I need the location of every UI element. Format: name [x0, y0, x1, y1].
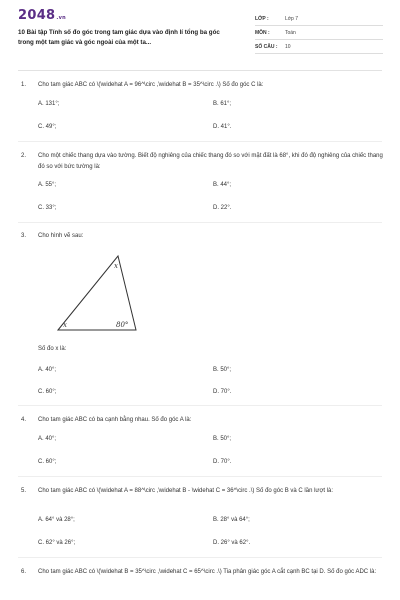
question-divider	[18, 222, 382, 223]
option-d[interactable]: D. 70°.	[213, 459, 232, 465]
option-a[interactable]: A. 131°;	[38, 101, 60, 107]
option-c[interactable]: C. 49°;	[38, 124, 57, 130]
meta-subject-row	[255, 29, 383, 40]
logo-text: 2048	[18, 8, 56, 23]
option-d[interactable]: D. 26° và 62°.	[213, 540, 251, 546]
option-a[interactable]: A. 64° và 28°;	[38, 517, 75, 523]
angle-label-right: 80°	[116, 321, 129, 329]
question-subtext: Số đo x là:	[38, 346, 67, 352]
angle-label-left: x	[63, 321, 67, 329]
angle-label-top: x	[114, 262, 118, 270]
option-b[interactable]: B. 61°;	[213, 101, 232, 107]
question-number: 6.	[21, 569, 27, 575]
question-number: 3.	[21, 233, 27, 239]
option-a[interactable]: A. 40°;	[38, 436, 57, 442]
question-number: 4.	[21, 417, 27, 423]
document-header	[0, 0, 400, 64]
header-divider	[18, 70, 382, 71]
triangle-figure	[54, 254, 144, 334]
option-c[interactable]: C. 60°;	[38, 459, 57, 465]
option-a[interactable]: A. 55°;	[38, 182, 57, 188]
site-logo[interactable]	[18, 8, 66, 23]
question-text: Cho hình vẽ sau:	[38, 233, 84, 239]
option-d[interactable]: D. 41°.	[213, 124, 232, 130]
question-divider	[18, 405, 382, 406]
question-text: Cho tam giác ABC có \(\widehat A = 96^\circ ,\widehat B = 35^\circ .\) Số đo góc C là:	[38, 82, 264, 88]
option-d[interactable]: D. 22°.	[213, 205, 232, 211]
option-d[interactable]: D. 70°.	[213, 389, 232, 395]
meta-class-value: Lớp 7	[285, 16, 299, 22]
meta-class-row	[255, 15, 383, 26]
question-text: Cho một chiếc thang dựa vào tường. Biết độ nghiêng của chiếc thang đó so với mặt đất là 68°, khi đó độ nghiêng của chiếc thang đó so với bức tường là:	[38, 153, 383, 170]
meta-count-value: 10	[285, 44, 291, 50]
question-divider	[18, 476, 382, 477]
option-c[interactable]: C. 33°;	[38, 205, 57, 211]
option-c[interactable]: C. 62° và 26°;	[38, 540, 76, 546]
triangle-shape	[58, 256, 136, 330]
meta-class-label: LỚP :	[255, 16, 269, 22]
option-c[interactable]: C. 60°;	[38, 389, 57, 395]
question-text: Cho tam giác ABC có \(\widehat B = 35^\circ ,\widehat C = 65^\circ .\) Tia phân giác góc A cắt cạnh BC tại D. Số đo góc ADC là:	[38, 569, 377, 575]
question-number: 1.	[21, 82, 27, 88]
option-a[interactable]: A. 40°;	[38, 367, 57, 373]
meta-subject-value: Toán	[285, 30, 296, 36]
question-divider	[18, 141, 382, 142]
question-number: 5.	[21, 488, 27, 494]
option-b[interactable]: B. 50°;	[213, 367, 232, 373]
question-number: 2.	[21, 153, 27, 159]
option-b[interactable]: B. 44°;	[213, 182, 232, 188]
question-text: Cho tam giác ABC có \(\widehat A = 88^\circ ,\widehat B - \widehat C = 36^\circ .\) Số đo góc B và C lần lượt là:	[38, 488, 334, 494]
question-text: Cho tam giác ABC có ba cạnh bằng nhau. Số đo góc A là:	[38, 417, 192, 423]
option-b[interactable]: B. 50°;	[213, 436, 232, 442]
question-divider	[18, 557, 382, 558]
meta-count-label: SỐ CÂU :	[255, 44, 278, 50]
document-title: 10 Bài tập Tính số đo góc trong tam giác dựa vào định lí tổng ba góc trong một tam giác và góc ngoài của một ta...	[18, 29, 220, 46]
logo-suffix: .vn	[56, 15, 67, 21]
option-b[interactable]: B. 28° và 64°;	[213, 517, 250, 523]
meta-subject-label: MÔN :	[255, 30, 270, 36]
meta-count-row	[255, 43, 383, 54]
